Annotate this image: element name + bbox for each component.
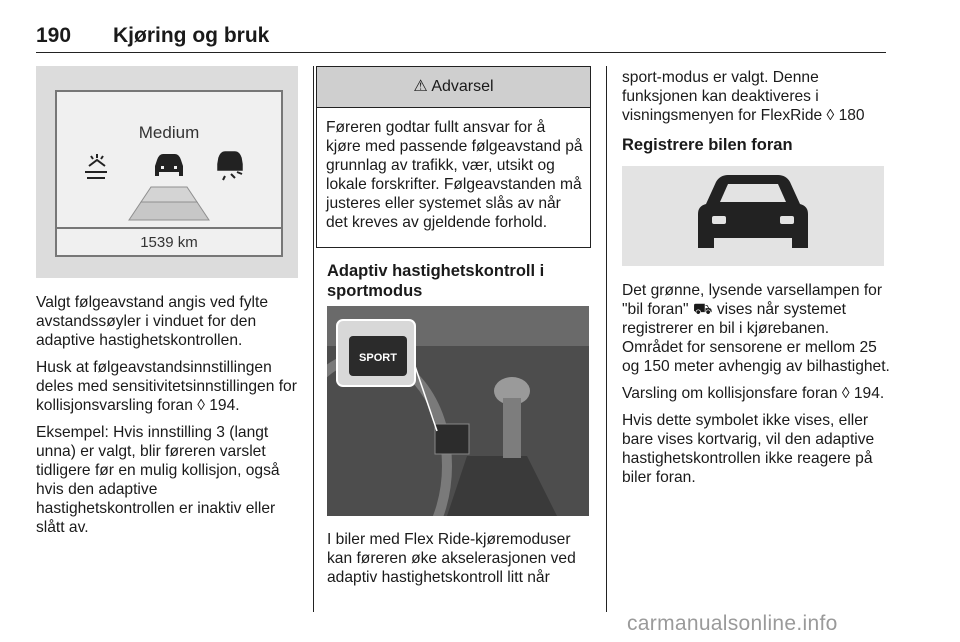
paragraph-no-symbol: Hvis dette symbolet ikke vises, eller bare vises kortvarig, vil den adaptive hastighetskontrollen ikke reagere på biler foran. [622,412,875,486]
mode-label: Medium [138,123,200,142]
warning-box [316,66,591,248]
section-title: Kjøring og bruk [113,24,270,47]
column-3-intro: sport-modus er valgt. Denne funksjonen kan deaktiveres i visningsmenyen for FlexRide ◊ 180 [622,69,865,124]
sport-button-figure [327,306,589,516]
vehicle-ahead-icon [155,154,183,176]
acc-display-screen [55,90,283,257]
warning-header [317,67,590,108]
car-front-icon [622,166,884,266]
watermark: carmanualsonline.info [627,612,838,635]
sport-button-label: SPORT [359,352,397,364]
warning-icon: ⚠ [413,78,428,95]
collision-warning-icon [218,152,242,180]
column-3-body [622,281,890,495]
sport-mode-paragraph: I biler med Flex Ride-kjøremoduser kan føreren øke akselerasjonen ved adaptiv hastighetskontroll litt når [327,531,576,586]
distance-sensitivity-icon [85,154,107,178]
detect-vehicle-heading: Registrere bilen foran [622,136,793,154]
page-number: 190 [36,24,72,47]
paragraph-collision-ref: Varsling om kollisjonsfare foran ◊ 194. [622,385,885,402]
vehicle-ahead-figure [622,166,884,266]
paragraph-2: Husk at følgeavstandsinnstillingen deles med sensitivitetsinnstillingen for kollisjonsvarsling foran ◊ 194. [36,359,297,414]
column-divider-left [313,66,314,612]
sport-mode-heading: Adaptiv hastighetskontroll i sportmodus [327,262,545,300]
acc-display-figure [36,66,298,278]
warning-text: Føreren godtar fullt ansvar for å kjøre med passende følgeavstand på grunnlag av trafikk, vær, utsikt og lokale forskrifter. Følgeavstanden må justeres eller systemet slås av når det kreves av gjeldende forhold. [326,119,583,231]
column-1 [36,293,300,545]
header-divider [36,52,886,53]
paragraph-vehicle-ahead: Det grønne, lysende varsellampen for "bil foran" ⛟ vises når systemet registrerer en bil i kjørebanen. Området for sensorene er mellom 25 og 150 meter avhengig av bilhastighet. [622,282,890,375]
column-divider-right [606,66,607,612]
paragraph-1: Valgt følgeavstand angis ved fylte avstandssøyler i vinduet for den adaptive hastighetskontrollen. [36,294,269,349]
odometer-value: 1539 km [140,234,198,251]
warning-title: Advarsel [431,78,494,95]
paragraph-3: Eksempel: Hvis innstilling 3 (langt unna) er valgt, blir føreren varslet tidligere før en mulig kollisjon, også hvis den adaptive hastighetskontrollen er inaktiv eller slått av. [36,424,280,536]
